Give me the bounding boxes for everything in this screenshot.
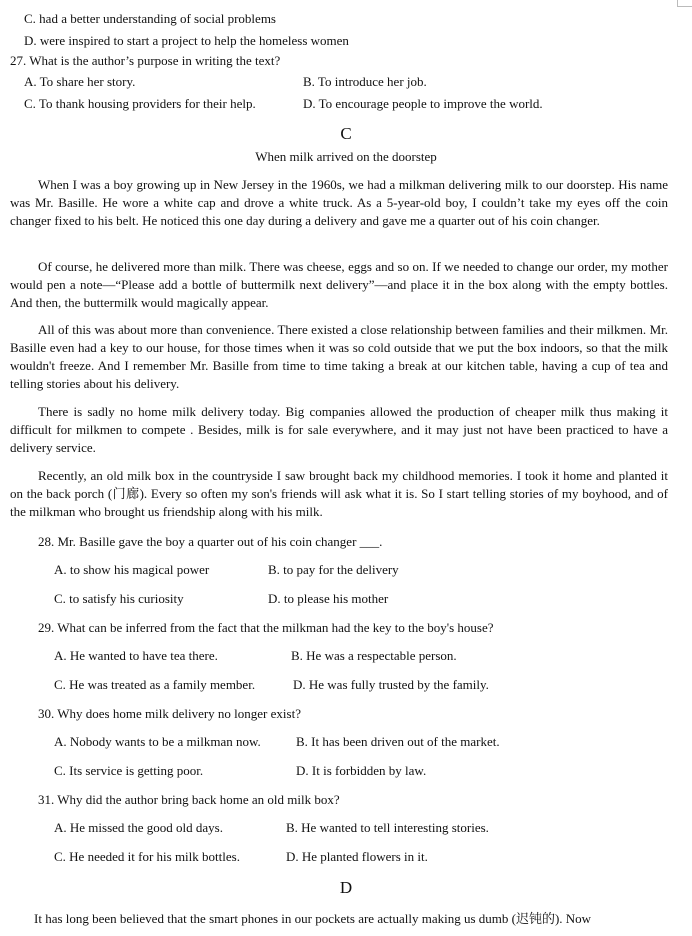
- section-d-first-line: It has long been believed that the smart phones in our pockets are actually making us dumb (迟钝的). Now: [34, 911, 592, 926]
- q30-option-a: A. Nobody wants to be a milkman now.: [54, 734, 261, 749]
- q29-option-a: A. He wanted to have tea there.: [54, 648, 218, 663]
- passage-paragraph: When I was a boy growing up in New Jersey in the 1960s, we had a milkman delivering milk to our doorstep. His name was Mr. Basille. He wore a white cap and drove a white truck. As a 5-year-old boy, I couldn’t take my eyes off the coin changer fixed to his belt. He noticed this one day during a delivery and gave me a quarter out of his coin changer.: [10, 177, 668, 228]
- q30-option-d: D. It is forbidden by law.: [296, 763, 427, 778]
- q29-option-d: D. He was fully trusted by the family.: [293, 677, 489, 692]
- q27-option-b: B. To introduce her job.: [303, 74, 427, 89]
- q28-option-d: D. to please his mother: [268, 591, 389, 606]
- option-d-prev: D. were inspired to start a project to help the homeless women: [24, 33, 349, 48]
- q30-option-c: C. Its service is getting poor.: [54, 763, 204, 778]
- section-c-paragraph-4: [10, 403, 668, 457]
- section-c-heading: C: [340, 124, 352, 143]
- q27-option-d: D. To encourage people to improve the world.: [303, 96, 543, 111]
- option-c-prev: C. had a better understanding of social problems: [24, 11, 276, 26]
- passage-paragraph: Of course, he delivered more than milk. There was cheese, eggs and so on. If we needed to change our order, my mother would pen a note—“Please add a bottle of buttermilk next delivery”—and place it in the box along with the empty bottles. And then, the buttermilk would magically appear.: [10, 259, 668, 310]
- section-d-heading: D: [339, 878, 353, 897]
- passage-paragraph: There is sadly no home milk delivery today. Big companies allowed the production of cheaper milk thus making it difficult for milkmen to compete . Besides, milk is for sale everywhere, and it may just not have been practiced to have a delivery service.: [10, 404, 668, 455]
- passage-paragraph: Recently, an old milk box in the countryside I saw brought back my childhood memories. I took it home and planted it on the back porch (门廊). Every so often my son's friends will ask what it is. So I start telling stories of my boyhood, and of the milkman who brought us friendship along with his milk.: [10, 468, 668, 519]
- section-c-paragraph-3: [10, 321, 668, 393]
- section-c-paragraph-1: [10, 176, 668, 230]
- page-corner-marker: [677, 0, 692, 7]
- question-31: 31. Why did the author bring back home an old milk box?: [38, 792, 340, 807]
- q28-option-b: B. to pay for the delivery: [268, 562, 399, 577]
- section-c-title: When milk arrived on the doorstep: [255, 149, 437, 164]
- q31-option-d: D. He planted flowers in it.: [286, 849, 428, 864]
- question-28: 28. Mr. Basille gave the boy a quarter out of his coin changer ___.: [38, 534, 383, 549]
- q31-option-c: C. He needed it for his milk bottles.: [54, 849, 240, 864]
- q28-option-a: A. to show his magical power: [54, 562, 210, 577]
- q29-option-c: C. He was treated as a family member.: [54, 677, 256, 692]
- question-27: 27. What is the author’s purpose in writing the text?: [10, 53, 281, 68]
- section-c-paragraph-5: [10, 467, 668, 521]
- q28-option-c: C. to satisfy his curiosity: [54, 591, 184, 606]
- question-29: 29. What can be inferred from the fact that the milkman had the key to the boy's house?: [38, 620, 494, 635]
- q31-option-a: A. He missed the good old days.: [54, 820, 223, 835]
- section-c-paragraph-2: [10, 258, 668, 312]
- q29-option-b: B. He was a respectable person.: [291, 648, 457, 663]
- q31-option-b: B. He wanted to tell interesting stories.: [286, 820, 489, 835]
- q30-option-b: B. It has been driven out of the market.: [296, 734, 500, 749]
- q27-option-c: C. To thank housing providers for their help.: [24, 96, 256, 111]
- question-30: 30. Why does home milk delivery no longer exist?: [38, 706, 301, 721]
- passage-paragraph: All of this was about more than convenience. There existed a close relationship between families and their milkmen. Mr. Basille even had a key to our house, for those times when it was so cold outside that we put the box indoors, so that the milk wouldn't freeze. And I remember Mr. Basille from time to time taking a break at our kitchen table, having a cup of tea and telling stories about his delivery.: [10, 322, 668, 391]
- q27-option-a: A. To share her story.: [24, 74, 136, 89]
